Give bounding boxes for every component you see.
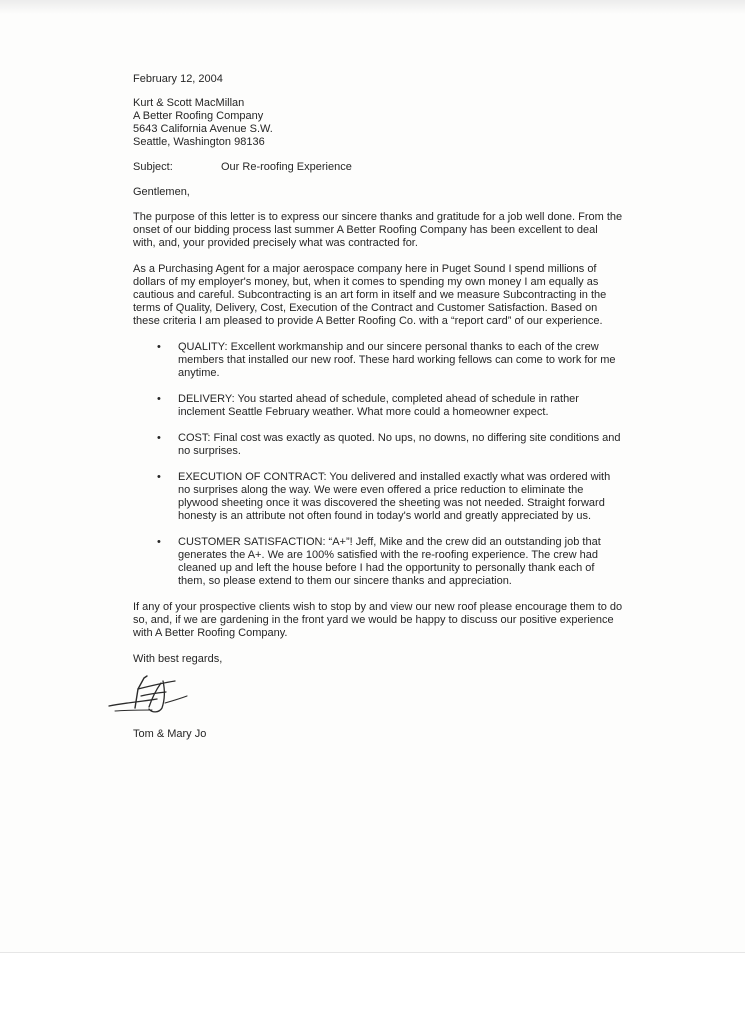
recipient-street: 5643 California Avenue S.W. [133,123,273,135]
bullet-quality: QUALITY: Excellent workmanship and our sincere personal thanks to each of the crew members that installed our new roof. These hard working fellows can come to work for me anytime. [178,341,616,379]
list-item [133,341,623,380]
letter-body [133,73,623,741]
subject-text: Our Re-roofing Experience [221,161,352,173]
closing: With best regards, [133,653,223,665]
bullet-icon: • [157,432,161,444]
bullet-icon: • [157,471,161,483]
list-item [133,393,623,419]
paragraph-invitation: If any of your prospective clients wish to stop by and view our new roof please encourage them to do so, and, if we are gardening in the front yard we would be happy to discuss our positive experience with A Better Roofing Company. [133,601,623,639]
bullet-icon: • [157,536,161,548]
subject-label: Subject: [133,161,173,173]
recipient-company: A Better Roofing Company [133,110,264,122]
signature-icon [105,672,197,720]
salutation: Gentlemen, [133,186,190,198]
recipient-city: Seattle, Washington 98136 [133,136,265,148]
list-item [133,432,623,458]
list-item [133,536,623,588]
bullet-icon: • [157,341,161,353]
bullet-delivery: DELIVERY: You started ahead of schedule, completed ahead of schedule in rather inclement Seattle February weather. What more could a homeowner expect. [178,393,579,418]
bullet-execution: EXECUTION OF CONTRACT: You delivered and installed exactly what was ordered with no surprises along the way. We were even offered a price reduction to eliminate the plywood sheeting once it was discovered the sheeting was not needed. Straight forward honesty is an attribute not often found in today's world and greatly appreciated by us. [178,471,611,522]
bullet-icon: • [157,393,161,405]
signer-name: Tom & Mary Jo [133,728,207,740]
list-item [133,471,623,523]
bullet-satisfaction: CUSTOMER SATISFACTION: “A+”! Jeff, Mike and the crew did an outstanding job that generates the A+. We are 100% satisfied with the re-roofing experience. The crew had cleaned up and left the house before I had the opportunity to personally thank each of them, so please extend to them our sincere thanks and appreciation. [178,536,601,587]
paragraph-criteria: As a Purchasing Agent for a major aerospace company here in Puget Sound I spend millions of dollars of my employer's money, but, when it comes to spending my own money I am equally as cautious and careful. Subcontracting is an art form in itself and we measure Subcontracting in the terms of Quality, Delivery, Cost, Execution of the Contract and Customer Satisfaction. Based on these criteria I am pleased to provide A Better Roofing Co. with a “report card” of our experience. [133,263,607,327]
recipient-name: Kurt & Scott MacMillan [133,97,245,109]
subject-line [133,161,623,174]
recipient-address [133,97,623,149]
scan-shadow [0,0,745,14]
bullet-cost: COST: Final cost was exactly as quoted. No ups, no downs, no differing site conditions and no surprises. [178,432,621,457]
paragraph-purpose: The purpose of this letter is to express our sincere thanks and gratitude for a job well done. From the onset of our bidding process last summer A Better Roofing Company has been excellent to deal with, and, your provided precisely what was contracted for. [133,211,623,249]
report-card-list [133,341,623,588]
letter-date: February 12, 2004 [133,73,223,85]
scan-bottom-edge [0,952,745,1024]
